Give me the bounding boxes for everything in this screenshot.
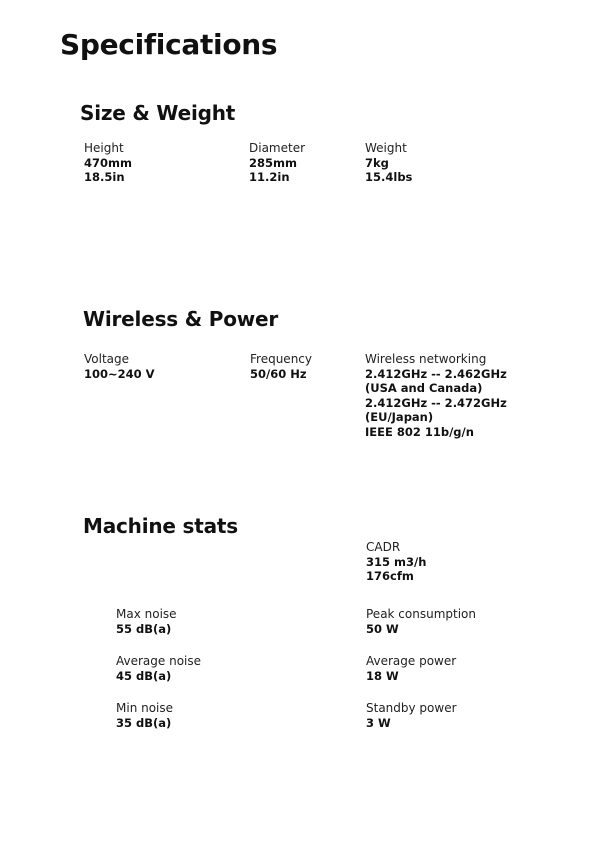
spec-value: 100~240 V [84, 366, 155, 381]
spec-value: 3 W [366, 715, 391, 730]
spec-label: Diameter [249, 141, 306, 155]
spec-cadr [366, 540, 566, 584]
section-title-size-weight: Size & Weight [80, 101, 236, 125]
spec-value: (USA and Canada) [365, 381, 483, 395]
spec-label: Min noise [116, 701, 174, 715]
spec-label: Peak consumption [366, 607, 477, 621]
spec-value: 15.4lbs [365, 170, 413, 184]
spec-value: 285mm [249, 155, 297, 170]
spec-value: IEEE 802 11b/g/n [365, 424, 474, 439]
spec-average-noise [116, 654, 316, 683]
spec-value: 176cfm [366, 569, 414, 583]
spec-label: Voltage [84, 352, 130, 366]
spec-value: 470mm [84, 155, 132, 170]
section-title-machine-stats: Machine stats [83, 514, 238, 538]
spec-value: 50 W [366, 621, 399, 636]
spec-value: (EU/Japan) [365, 410, 434, 424]
spec-value: 315 m3/h [366, 554, 427, 569]
spec-max-noise [116, 607, 316, 636]
spec-standby-power [366, 701, 566, 730]
spec-label: Max noise [116, 607, 177, 621]
spec-label: Standby power [366, 701, 457, 715]
spec-label: Wireless networking [365, 352, 487, 366]
spec-label: Frequency [250, 352, 312, 366]
spec-value: 2.412GHz -- 2.462GHz [365, 366, 507, 381]
spec-value: 2.412GHz -- 2.472GHz [365, 395, 507, 410]
spec-value: 35 dB(a) [116, 715, 172, 730]
spec-value: 18 W [366, 668, 399, 683]
spec-value: 50/60 Hz [250, 366, 307, 381]
spec-label: Height [84, 141, 124, 155]
spec-value: 7kg [365, 155, 389, 170]
spec-weight [365, 141, 565, 185]
spec-average-power [366, 654, 566, 683]
spec-label: Weight [365, 141, 407, 155]
spec-value: 45 dB(a) [116, 668, 172, 683]
section-title-wireless-power: Wireless & Power [83, 307, 279, 331]
spec-label: CADR [366, 540, 401, 554]
spec-value: 55 dB(a) [116, 621, 172, 636]
spec-value: 18.5in [84, 170, 125, 184]
spec-label: Average noise [116, 654, 202, 668]
page-title: Specifications [60, 28, 278, 61]
spec-peak-consumption [366, 607, 566, 636]
spec-wireless-networking [365, 352, 565, 439]
spec-min-noise [116, 701, 316, 730]
spec-value: 11.2in [249, 170, 290, 184]
spec-label: Average power [366, 654, 457, 668]
